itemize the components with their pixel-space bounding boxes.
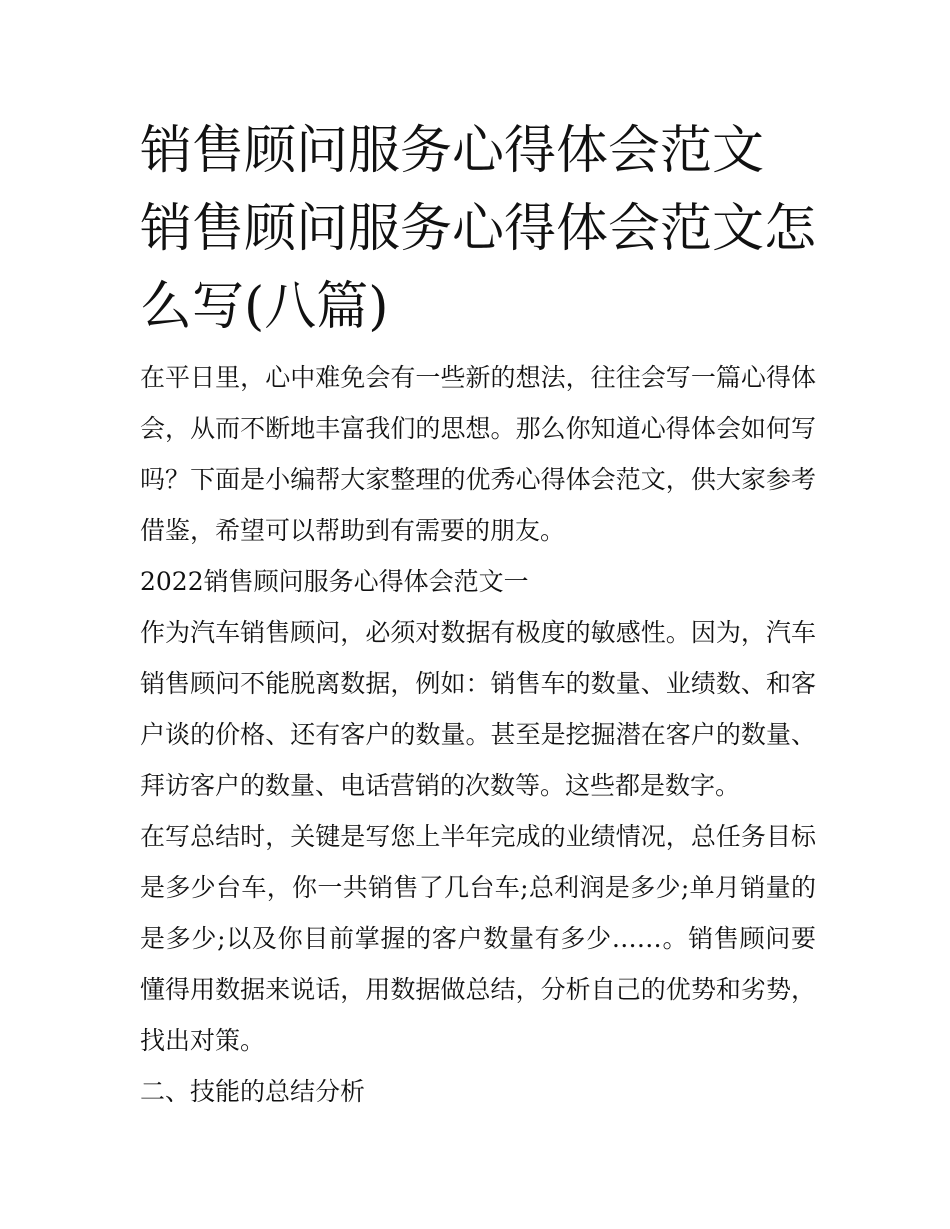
intro-paragraph: 在平日里，心中难免会有一些新的想法，往往会写一篇心得体会，从而不断地丰富我们的思想。那么你知道心得体会如何写吗？下面是小编帮大家整理的优秀心得体会范文，供大家参考借鉴，希望可以帮助到有需要的朋友。 xyxy=(140,363,816,545)
body-paragraph-2: 在写总结时，关键是写您上半年完成的业绩情况，总任务目标是多少台车，你一共销售了几台车;总利润是多少;单月销量的是多少;以及你目前掌握的客户数量有多少……。销售顾问要懂得用数据来说话，用数据做总结，分析自己的优势和劣势，找出对策。 xyxy=(140,822,816,1055)
subheading: 二、技能的总结分析 xyxy=(140,1077,366,1106)
document-body xyxy=(140,352,816,1117)
section-heading: 2022销售顾问服务心得体会范文一 xyxy=(140,567,529,596)
body-paragraph-1: 作为汽车销售顾问，必须对数据有极度的敏感性。因为，汽车销售顾问不能脱离数据，例如：销售车的数量、业绩数、和客户谈的价格、还有客户的数量。甚至是挖掘潜在客户的数量、拜访客户的数量、电话营销的次数等。这些都是数字。 xyxy=(140,618,816,800)
document-title: 销售顾问服务心得体会范文 销售顾问服务心得体会范文怎么写(八篇) xyxy=(140,121,817,337)
